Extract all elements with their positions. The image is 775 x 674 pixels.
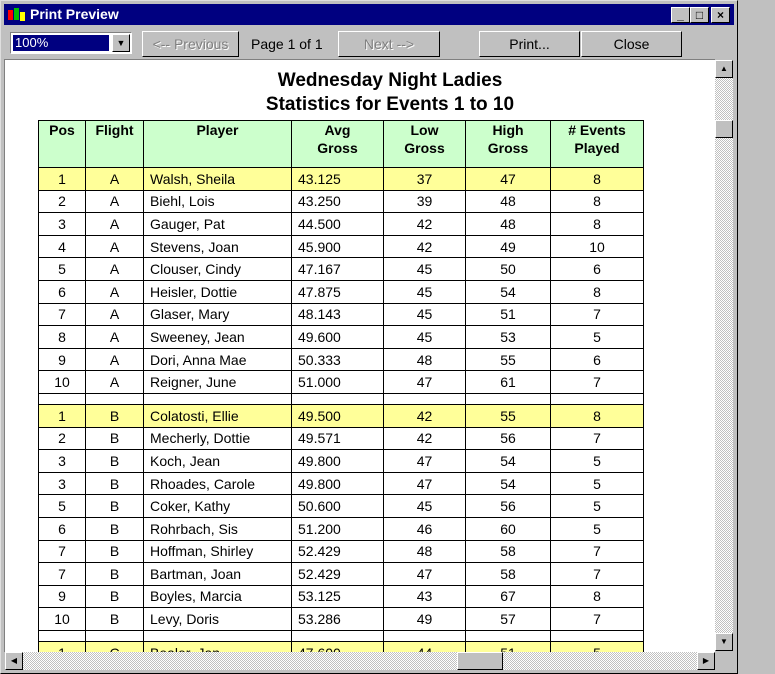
cell-player: Dori, Anna Mae — [144, 348, 292, 371]
cell-low: 37 — [384, 168, 466, 191]
flight-separator — [39, 393, 644, 404]
cell-high: 48 — [466, 213, 551, 236]
cell-flight: B — [86, 495, 144, 518]
cell-high: 55 — [466, 404, 551, 427]
table-row — [39, 427, 644, 450]
cell-pos: 10 — [39, 608, 86, 631]
cell-high: 60 — [466, 517, 551, 540]
cell-avg: 49.571 — [292, 427, 384, 450]
table-row — [39, 326, 644, 349]
cell-pos: 2 — [39, 190, 86, 213]
cell-low: 47 — [384, 472, 466, 495]
table-row — [39, 258, 644, 281]
cell-avg: 44.500 — [292, 213, 384, 236]
cell-events: 5 — [551, 472, 644, 495]
cell-avg: 51.000 — [292, 371, 384, 394]
cell-high: 56 — [466, 495, 551, 518]
cell-pos: 9 — [39, 585, 86, 608]
window-title: Print Preview — [30, 6, 119, 22]
cell-low: 47 — [384, 371, 466, 394]
cell-high: 53 — [466, 326, 551, 349]
cell-events: 8 — [551, 213, 644, 236]
cell-high: 54 — [466, 280, 551, 303]
report-title: Wednesday Night Ladies — [277, 70, 503, 91]
table-row — [39, 235, 644, 258]
arrow-left-icon: ◀ — [10, 656, 18, 665]
col-flight: Flight — [86, 121, 144, 168]
cell-high: 50 — [466, 258, 551, 281]
cell-low: 45 — [384, 303, 466, 326]
cell-player: Mecherly, Dottie — [144, 427, 292, 450]
cell-player: Boyles, Marcia — [144, 585, 292, 608]
horizontal-scrollbar[interactable] — [5, 652, 715, 670]
cell-avg: 49.800 — [292, 450, 384, 473]
cell-pos: 4 — [39, 235, 86, 258]
arrow-up-icon: ▲ — [720, 64, 728, 73]
cell-player: Rhoades, Carole — [144, 472, 292, 495]
cell-player: Heisler, Dottie — [144, 280, 292, 303]
arrow-right-icon: ▶ — [702, 656, 710, 665]
next-button[interactable]: Next --> — [338, 31, 440, 57]
cell-flight: A — [86, 235, 144, 258]
cell-events: 8 — [551, 190, 644, 213]
cell-high: 57 — [466, 608, 551, 631]
cell-events: 5 — [551, 326, 644, 349]
table-row — [39, 190, 644, 213]
cell-avg: 49.500 — [292, 404, 384, 427]
title-bar[interactable] — [4, 4, 734, 25]
cell-events: 5 — [551, 495, 644, 518]
print-button[interactable]: Print... — [479, 31, 580, 57]
cell-flight: A — [86, 190, 144, 213]
cell-player: Rohrbach, Sis — [144, 517, 292, 540]
cell-high: 49 — [466, 235, 551, 258]
preview-page — [4, 59, 715, 652]
cell-pos: 5 — [39, 258, 86, 281]
cell-avg: 49.600 — [292, 326, 384, 349]
cell-avg: 52.429 — [292, 563, 384, 586]
vertical-scroll-thumb[interactable] — [715, 120, 733, 138]
table-row — [39, 563, 644, 586]
cell-high: 48 — [466, 190, 551, 213]
cell-player: Bartman, Joan — [144, 563, 292, 586]
cell-events: 7 — [551, 427, 644, 450]
cell-pos: 2 — [39, 427, 86, 450]
zoom-value: 100% — [13, 35, 109, 51]
cell-events: 7 — [551, 563, 644, 586]
cell-flight: B — [86, 404, 144, 427]
cell-flight: B — [86, 517, 144, 540]
cell-avg: 43.250 — [292, 190, 384, 213]
cell-low: 47 — [384, 450, 466, 473]
cell-pos: 6 — [39, 517, 86, 540]
cell-low: 39 — [384, 190, 466, 213]
col-high-gross: High Gross — [466, 121, 551, 168]
cell-pos: 3 — [39, 450, 86, 473]
cell-low: 49 — [384, 608, 466, 631]
cell-player: Levy, Doris — [144, 608, 292, 631]
close-button[interactable]: Close — [581, 31, 682, 57]
arrow-down-icon: ▼ — [720, 637, 728, 646]
cell-low: 45 — [384, 495, 466, 518]
cell-flight: A — [86, 326, 144, 349]
cell-high: 58 — [466, 540, 551, 563]
cell-high: 67 — [466, 585, 551, 608]
cell-low: 46 — [384, 517, 466, 540]
close-window-button[interactable] — [711, 7, 730, 23]
cell-flight: A — [86, 303, 144, 326]
cell-low: 45 — [384, 326, 466, 349]
scroll-right-button[interactable] — [697, 652, 715, 670]
col-avg-gross: Avg Gross — [292, 121, 384, 168]
zoom-select[interactable] — [10, 32, 132, 54]
cell-low: 42 — [384, 427, 466, 450]
cell-pos: 3 — [39, 213, 86, 236]
cell-events: 7 — [551, 303, 644, 326]
zoom-dropdown-button[interactable] — [112, 34, 130, 52]
cell-high: 61 — [466, 371, 551, 394]
cell-flight: B — [86, 608, 144, 631]
cell-avg: 47.875 — [292, 280, 384, 303]
cell-high: 56 — [466, 427, 551, 450]
cell-events: 5 — [551, 450, 644, 473]
maximize-button[interactable] — [690, 7, 709, 23]
chevron-down-icon: ▼ — [116, 38, 126, 48]
stats-table — [38, 120, 644, 664]
cell-flight: B — [86, 450, 144, 473]
cell-player: Sweeney, Jean — [144, 326, 292, 349]
cell-player: Gauger, Pat — [144, 213, 292, 236]
table-row — [39, 495, 644, 518]
cell-low: 42 — [384, 235, 466, 258]
cell-events: 6 — [551, 258, 644, 281]
cell-player: Stevens, Joan — [144, 235, 292, 258]
table-row — [39, 371, 644, 394]
cell-flight: A — [86, 348, 144, 371]
cell-avg: 53.125 — [292, 585, 384, 608]
cell-avg: 50.333 — [292, 348, 384, 371]
col-low-gross: Low Gross — [384, 121, 466, 168]
cell-flight: A — [86, 371, 144, 394]
col-player: Player — [144, 121, 292, 168]
cell-pos: 7 — [39, 540, 86, 563]
cell-flight: A — [86, 258, 144, 281]
previous-button[interactable]: <-- Previous — [142, 31, 239, 57]
cell-low: 48 — [384, 348, 466, 371]
cell-high: 54 — [466, 450, 551, 473]
cell-events: 7 — [551, 540, 644, 563]
cell-low: 45 — [384, 258, 466, 281]
cell-low: 43 — [384, 585, 466, 608]
cell-flight: B — [86, 563, 144, 586]
cell-avg: 53.286 — [292, 608, 384, 631]
cell-events: 8 — [551, 280, 644, 303]
cell-flight: B — [86, 585, 144, 608]
scroll-up-button[interactable] — [715, 60, 733, 78]
cell-flight: A — [86, 213, 144, 236]
cell-avg: 48.143 — [292, 303, 384, 326]
cell-player: Glaser, Mary — [144, 303, 292, 326]
cell-player: Reigner, June — [144, 371, 292, 394]
cell-pos: 7 — [39, 303, 86, 326]
cell-player: Colatosti, Ellie — [144, 404, 292, 427]
cell-low: 47 — [384, 563, 466, 586]
cell-avg: 43.125 — [292, 168, 384, 191]
size-grip[interactable] — [715, 652, 733, 670]
report-subtitle: Statistics for Events 1 to 10 — [265, 94, 515, 115]
header-row — [39, 121, 644, 168]
table-row — [39, 608, 644, 631]
col-events-played: # Events Played — [551, 121, 644, 168]
table-row — [39, 450, 644, 473]
cell-events: 6 — [551, 348, 644, 371]
cell-events: 8 — [551, 404, 644, 427]
table-row — [39, 404, 644, 427]
table-row — [39, 280, 644, 303]
maximize-icon: □ — [695, 8, 704, 22]
table-row — [39, 517, 644, 540]
cell-flight: A — [86, 168, 144, 191]
cell-events: 7 — [551, 608, 644, 631]
cell-pos: 5 — [39, 495, 86, 518]
col-pos: Pos — [39, 121, 86, 168]
cell-events: 8 — [551, 168, 644, 191]
cell-low: 42 — [384, 404, 466, 427]
cell-low: 45 — [384, 280, 466, 303]
cell-high: 55 — [466, 348, 551, 371]
table-row — [39, 348, 644, 371]
cell-pos: 9 — [39, 348, 86, 371]
cell-player: Clouser, Cindy — [144, 258, 292, 281]
cell-player: Koch, Jean — [144, 450, 292, 473]
cell-avg: 47.167 — [292, 258, 384, 281]
table-row — [39, 585, 644, 608]
cell-player: Biehl, Lois — [144, 190, 292, 213]
cell-pos: 10 — [39, 371, 86, 394]
cell-avg: 45.900 — [292, 235, 384, 258]
minimize-icon: _ — [677, 8, 684, 22]
cell-avg: 52.429 — [292, 540, 384, 563]
flight-separator — [39, 630, 644, 641]
close-icon: × — [716, 8, 724, 22]
cell-flight: B — [86, 472, 144, 495]
app-icon — [8, 8, 26, 22]
cell-high: 51 — [466, 303, 551, 326]
cell-pos: 6 — [39, 280, 86, 303]
cell-player: Walsh, Sheila — [144, 168, 292, 191]
cell-player: Hoffman, Shirley — [144, 540, 292, 563]
cell-high: 47 — [466, 168, 551, 191]
cell-low: 42 — [384, 213, 466, 236]
scroll-left-button[interactable] — [5, 652, 23, 670]
cell-pos: 1 — [39, 404, 86, 427]
cell-high: 54 — [466, 472, 551, 495]
cell-low: 48 — [384, 540, 466, 563]
cell-events: 7 — [551, 371, 644, 394]
cell-pos: 1 — [39, 168, 86, 191]
cell-flight: A — [86, 280, 144, 303]
cell-events: 8 — [551, 585, 644, 608]
page-info: Page 1 of 1 — [251, 36, 323, 52]
cell-events: 10 — [551, 235, 644, 258]
cell-flight: B — [86, 427, 144, 450]
cell-pos: 7 — [39, 563, 86, 586]
cell-pos: 8 — [39, 326, 86, 349]
table-row — [39, 168, 644, 191]
toolbar — [4, 28, 734, 58]
cell-avg: 50.600 — [292, 495, 384, 518]
scroll-down-button[interactable] — [715, 633, 733, 651]
table-row — [39, 540, 644, 563]
cell-player: Coker, Kathy — [144, 495, 292, 518]
cell-pos: 3 — [39, 472, 86, 495]
horizontal-scroll-thumb[interactable] — [457, 652, 503, 670]
cell-high: 58 — [466, 563, 551, 586]
table-row — [39, 303, 644, 326]
table-row — [39, 472, 644, 495]
cell-avg: 49.800 — [292, 472, 384, 495]
cell-avg: 51.200 — [292, 517, 384, 540]
vertical-scrollbar[interactable] — [715, 60, 733, 651]
cell-flight: B — [86, 540, 144, 563]
minimize-button[interactable] — [671, 7, 690, 23]
cell-events: 5 — [551, 517, 644, 540]
table-row — [39, 213, 644, 236]
